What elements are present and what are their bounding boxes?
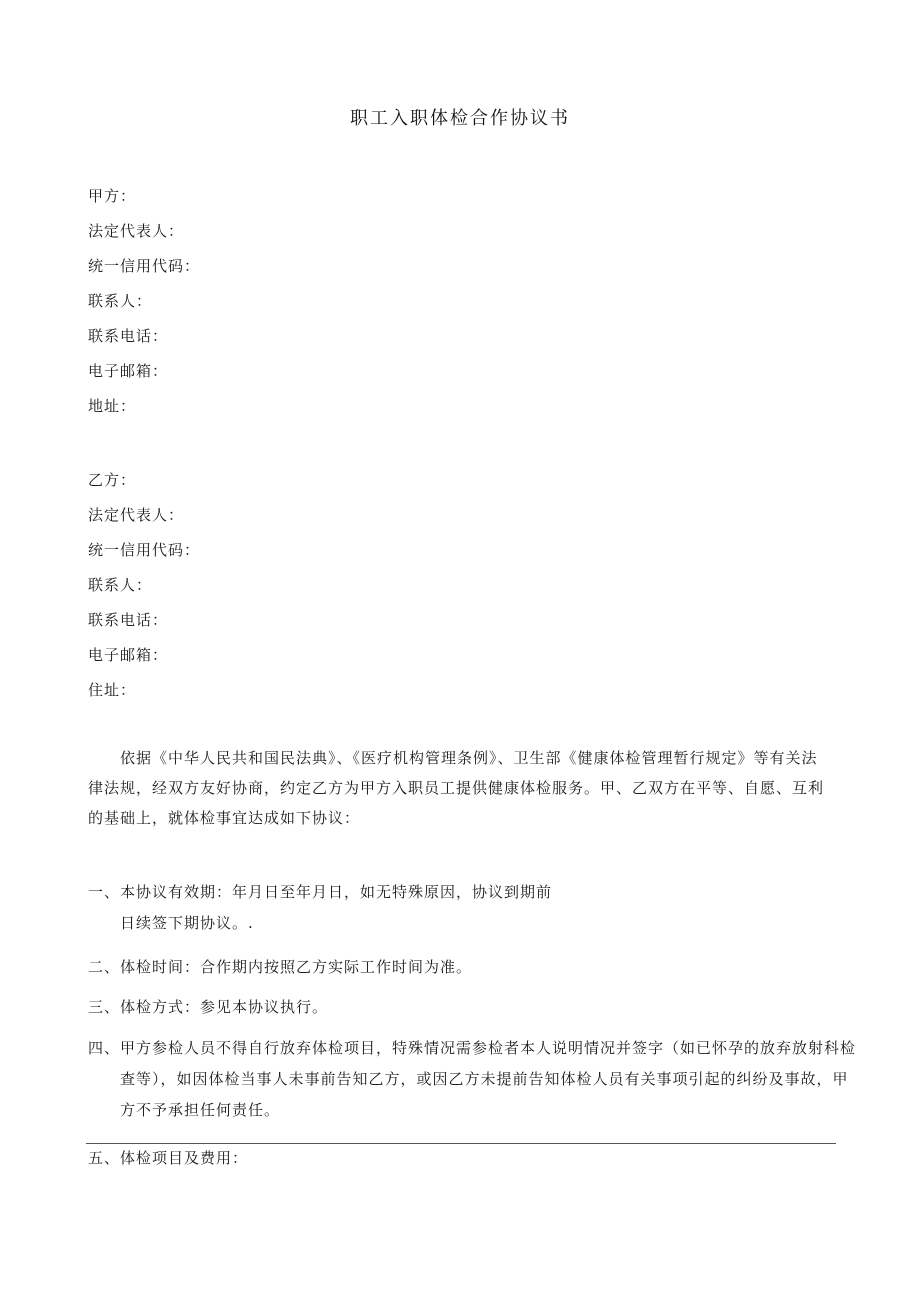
party-a-credit-code-field: 统一信用代码：	[88, 257, 201, 275]
party-b-credit-code-field: 统一信用代码：	[88, 541, 201, 559]
party-a-contact-field: 联系人：	[88, 292, 153, 310]
party-a-phone-field: 联系电话：	[88, 327, 169, 345]
clause-exam-method: 三、体检方式：参见本协议执行。	[88, 998, 329, 1016]
party-b-name-field: 乙方：	[88, 471, 137, 489]
clause-validity-period: 一、本协议有效期：年月日至年月日，如无特殊原因，协议到期前日续签下期协议。.	[88, 883, 553, 932]
agreement-intro-paragraph: 依据《中华人民共和国民法典》、《医疗机构管理条例》、卫生部《健康体检管理暂行规定》等有关法律法规，经双方友好协商，约定乙方为甲方入职员工提供健康体检服务。甲、乙双方在平等、自愿、互利的基础上，就体检事宜达成如下协议：	[88, 749, 825, 827]
clause-exam-time: 二、体检时间：合作期内按照乙方实际工作时间为准。	[88, 958, 473, 976]
document-title: 职工入职体检合作协议书	[350, 108, 570, 129]
clause-exam-obligations: 四、甲方参检人员不得自行放弃体检项目，特殊情况需参检者本人说明情况并签字（如已怀孕的放弃放射科检查等），如因体检当事人未事前告知乙方，或因乙方未提前告知体检人员有关事项引起的纠纷及事故，甲方不予承担任何责任。	[88, 1039, 857, 1119]
party-b-info	[88, 470, 200, 715]
party-a-name-field: 甲方：	[88, 187, 137, 205]
party-b-address-field: 住址：	[88, 681, 137, 699]
party-a-address-field: 地址：	[88, 397, 137, 415]
clause-items-and-fees: 五、体检项目及费用：	[88, 1149, 249, 1167]
party-a-email-field: 电子邮箱：	[88, 362, 169, 380]
party-b-contact-field: 联系人：	[88, 576, 153, 594]
party-b-legal-rep-field: 法定代表人：	[88, 506, 185, 524]
party-a-info	[88, 186, 200, 431]
party-a-legal-rep-field: 法定代表人：	[88, 222, 185, 240]
party-b-email-field: 电子邮箱：	[88, 646, 169, 664]
party-b-phone-field: 联系电话：	[88, 611, 169, 629]
